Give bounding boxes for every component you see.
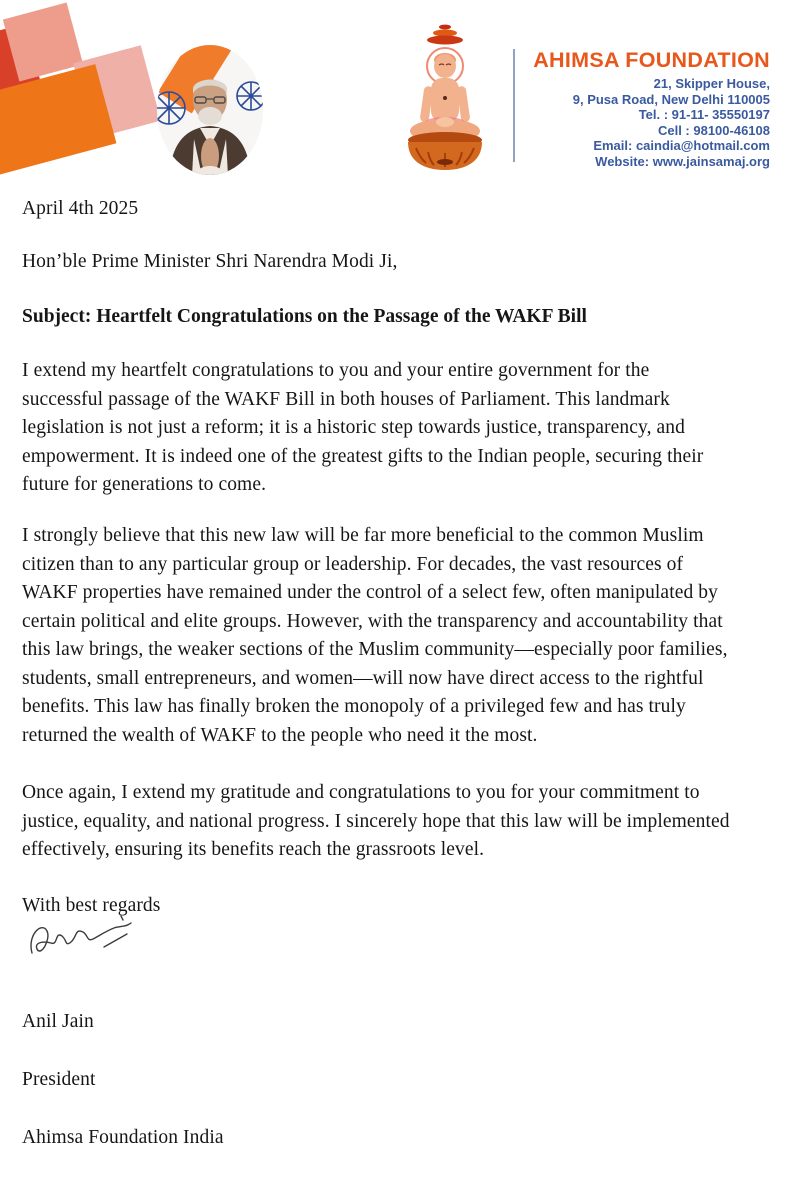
signatory-name: Anil Jain [22, 1011, 94, 1032]
body-paragraph-3: Once again, I extend my gratitude and congratulations to you for your commitment to justice, equality, and national progress. I sincerely hope that this law will be implemented effectively, ensuring its benefits reach the grassroots level. [22, 782, 730, 860]
phone-line: Tel. : 91-11- 35550197 [638, 107, 770, 122]
letterhead-contact-block [510, 47, 770, 169]
address-line-1: 21, Skipper House, [653, 76, 770, 91]
organization-name: AHIMSA FOUNDATION [533, 48, 770, 72]
modi-portrait-photo [156, 44, 264, 176]
letter-date: April 4th 2025 [22, 198, 139, 219]
signatory-organization: Ahimsa Foundation India [22, 1127, 224, 1148]
subject-line: Subject: Heartfelt Congratulations on the Passage of the WAKF Bill [22, 306, 587, 327]
body-paragraph-1: I extend my heartfelt congratulations to you and your entire government for the successful passage of the WAKF Bill in both houses of Parliament. This landmark legislation is not just a reform; it is a historic step towards justice, transparency, and empowerment. It is indeed one of the greatest gifts to the Indian people, securing their future for generations to come. [22, 360, 704, 495]
closing-phrase: With best regards [22, 895, 161, 916]
email-line: Email: caindia@hotmail.com [593, 138, 770, 153]
website-line: Website: www.jainsamaj.org [595, 153, 770, 169]
cell-line: Cell : 98100-46108 [657, 122, 770, 138]
signatory-block [22, 978, 774, 1181]
body-paragraph-2: I strongly believe that this new law will be far more beneficial to the common Muslim citizen than to any particular group or leadership. For decades, the vast resources of WAKF properties have remained under the control of a select few, often manipulated by certain political and elite groups. However, with the transparency and accountability that this law brings, the weaker sections of the Muslim community—especially poor families, students, small entrepreneurs, and women—will now have direct access to the rightful benefits. This law has finally broken the monopoly of a privileged few and has truly returned the wealth of WAKF to the people who need it the most. [22, 525, 728, 746]
address-line-2: 9, Pusa Road, New Delhi 110005 [572, 91, 770, 107]
foundation-logo [0, 0, 160, 175]
mahavira-meditation-figure [384, 20, 506, 172]
salutation: Hon’ble Prime Minister Shri Narendra Modi Ji, [22, 251, 398, 272]
signatory-title: President [22, 1069, 96, 1090]
handwritten-signature [24, 911, 142, 969]
